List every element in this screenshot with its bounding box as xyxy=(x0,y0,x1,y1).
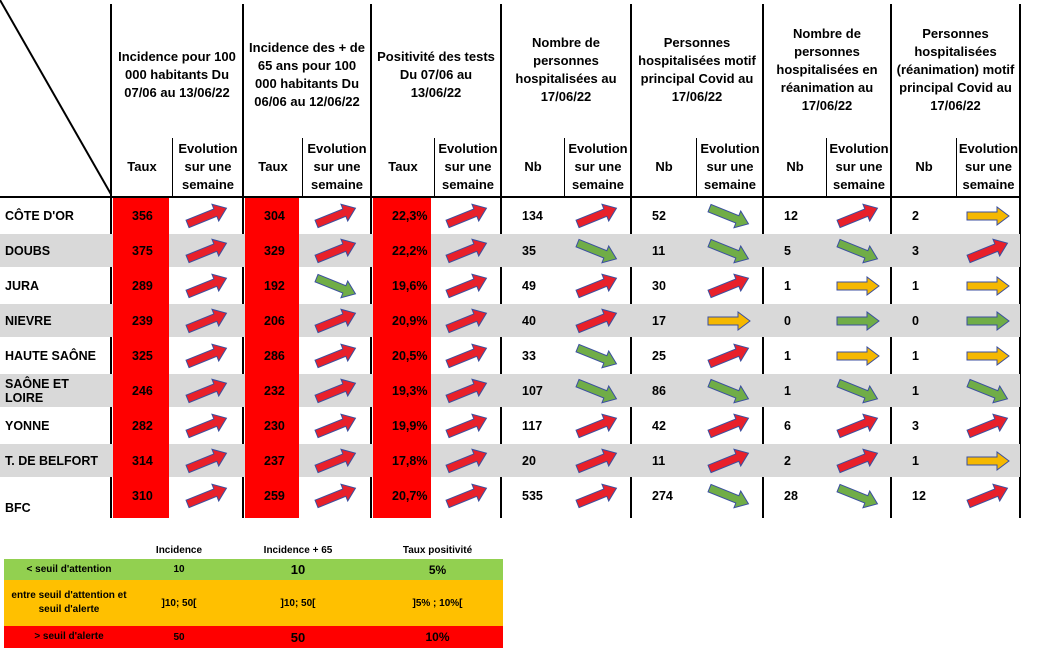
department-name: YONNE xyxy=(5,418,50,433)
arrow-up-icon xyxy=(309,237,363,265)
evolution-cell xyxy=(564,303,630,338)
arrow-right-icon xyxy=(961,342,1015,370)
evolution-cell xyxy=(434,338,500,373)
legend-value: 10 xyxy=(290,562,306,577)
arrow-right-icon xyxy=(831,307,885,335)
evolution-cell xyxy=(302,303,370,338)
arrow-down-icon xyxy=(831,377,885,405)
value-cell: 20 xyxy=(522,453,536,468)
arrow-up-icon xyxy=(180,202,234,230)
evolution-cell xyxy=(302,198,370,233)
value-cell: 12 xyxy=(784,208,798,223)
value-cell: 19,9% xyxy=(392,418,428,433)
value-cell: 304 xyxy=(264,208,285,223)
evolution-cell xyxy=(696,268,762,303)
subheader-value: Taux xyxy=(258,159,288,174)
evolution-cell xyxy=(564,408,630,443)
value-cell: 192 xyxy=(264,278,285,293)
arrow-up-icon xyxy=(309,307,363,335)
arrow-up-icon xyxy=(440,272,494,300)
arrow-down-icon xyxy=(831,237,885,265)
legend-label: entre seuil d'attention et seuil d'alerte xyxy=(11,590,127,615)
evolution-cell xyxy=(434,408,500,443)
department-name: HAUTE SAÔNE xyxy=(5,348,96,363)
evolution-cell xyxy=(696,373,762,408)
arrow-up-icon xyxy=(180,377,234,405)
evolution-cell xyxy=(826,268,890,303)
value-cell: 49 xyxy=(522,278,536,293)
value-cell: 11 xyxy=(652,243,666,258)
evolution-cell xyxy=(434,373,500,408)
value-cell: 17 xyxy=(652,313,666,328)
arrow-up-icon xyxy=(309,377,363,405)
column-header-5: Personnes hospitalisées motif principal Covid au 17/06/22 xyxy=(638,35,756,104)
arrow-up-icon xyxy=(309,202,363,230)
evolution-cell xyxy=(172,303,242,338)
evolution-cell xyxy=(956,478,1019,513)
evolution-cell xyxy=(302,268,370,303)
value-cell: 286 xyxy=(264,348,285,363)
subheader-evolution: Evolution sur une semaine xyxy=(172,138,243,196)
value-cell: 1 xyxy=(784,383,791,398)
evolution-cell xyxy=(434,198,500,233)
arrow-up-icon xyxy=(831,447,885,475)
subheader-evolution: Evolution sur une semaine xyxy=(564,138,631,196)
legend-value: ]5% ; 10%[ xyxy=(412,597,463,609)
arrow-down-icon xyxy=(831,482,885,510)
value-cell: 329 xyxy=(264,243,285,258)
legend-value: 50 xyxy=(173,631,185,643)
arrow-up-icon xyxy=(570,482,624,510)
evolution-cell xyxy=(564,373,630,408)
legend-value: 10 xyxy=(173,564,185,575)
arrow-up-icon xyxy=(570,412,624,440)
evolution-cell xyxy=(956,198,1019,233)
legend-label: > seuil d'alerte xyxy=(34,631,104,642)
value-cell: 375 xyxy=(132,243,153,258)
value-cell: 1 xyxy=(912,348,919,363)
arrow-down-icon xyxy=(702,237,756,265)
subheader-value: Nb xyxy=(786,159,804,174)
arrow-up-icon xyxy=(570,202,624,230)
arrow-up-icon xyxy=(440,307,494,335)
evolution-cell xyxy=(956,408,1019,443)
arrow-up-icon xyxy=(309,482,363,510)
value-cell: 289 xyxy=(132,278,153,293)
legend-value: 10% xyxy=(425,630,450,644)
arrow-down-icon xyxy=(702,202,756,230)
evolution-cell xyxy=(826,338,890,373)
arrow-up-icon xyxy=(702,342,756,370)
arrow-up-icon xyxy=(961,482,1015,510)
arrow-up-icon xyxy=(440,237,494,265)
value-cell: 17,8% xyxy=(392,453,428,468)
arrow-up-icon xyxy=(702,412,756,440)
column-header-1: Incidence pour 100 000 habitants Du 07/06 au 13/06/22 xyxy=(118,49,236,100)
evolution-cell xyxy=(826,443,890,478)
evolution-cell xyxy=(172,268,242,303)
subheader-evolution: Evolution sur une semaine xyxy=(826,138,891,196)
column-header-4: Nombre de personnes hospitalisées au 17/06/22 xyxy=(515,35,617,104)
arrow-up-icon xyxy=(440,342,494,370)
arrow-up-icon xyxy=(180,237,234,265)
subheader-value: Nb xyxy=(915,159,933,174)
arrow-up-icon xyxy=(180,482,234,510)
value-cell: 3 xyxy=(912,243,919,258)
evolution-cell xyxy=(696,478,762,513)
subheader-evolution: Evolution sur une semaine xyxy=(956,138,1020,196)
legend-value: 5% xyxy=(428,562,447,577)
evolution-cell xyxy=(826,303,890,338)
value-cell: 35 xyxy=(522,243,536,258)
legend-value: ]10; 50[ xyxy=(161,597,197,609)
value-cell: 86 xyxy=(652,383,666,398)
arrow-right-icon xyxy=(961,307,1015,335)
evolution-cell xyxy=(564,233,630,268)
evolution-cell xyxy=(826,373,890,408)
value-cell: 19,6% xyxy=(392,278,428,293)
evolution-cell xyxy=(564,338,630,373)
value-cell: 134 xyxy=(522,208,543,223)
department-name: NIEVRE xyxy=(5,313,52,328)
evolution-cell xyxy=(302,233,370,268)
arrow-up-icon xyxy=(961,412,1015,440)
evolution-cell xyxy=(826,408,890,443)
department-name: JURA xyxy=(5,278,40,293)
arrow-up-icon xyxy=(180,307,234,335)
arrow-right-icon xyxy=(702,307,756,335)
value-cell: 6 xyxy=(784,418,791,433)
evolution-cell xyxy=(696,198,762,233)
legend-value: ]10; 50[ xyxy=(280,597,316,609)
value-cell: 1 xyxy=(912,453,919,468)
value-cell: 20,7% xyxy=(392,488,428,503)
arrow-up-icon xyxy=(570,447,624,475)
value-cell: 19,3% xyxy=(392,383,428,398)
evolution-cell xyxy=(956,338,1019,373)
evolution-cell xyxy=(956,268,1019,303)
value-cell: 107 xyxy=(522,383,543,398)
legend-label: < seuil d'attention xyxy=(26,563,112,575)
value-cell: 314 xyxy=(132,453,153,468)
corner-diagonal xyxy=(0,0,112,196)
value-cell: 239 xyxy=(132,313,153,328)
arrow-down-icon xyxy=(702,377,756,405)
value-cell: 1 xyxy=(912,383,919,398)
value-cell: 230 xyxy=(264,418,285,433)
subheader-evolution: Evolution sur une semaine xyxy=(302,138,371,196)
arrow-right-icon xyxy=(831,272,885,300)
evolution-cell xyxy=(696,443,762,478)
value-cell: 246 xyxy=(132,383,153,398)
arrow-down-icon xyxy=(309,272,363,300)
column-header-2: Incidence des + de 65 ans pour 100 000 habitants Du 06/06 au 12/06/22 xyxy=(249,40,365,109)
arrow-up-icon xyxy=(440,482,494,510)
arrow-down-icon xyxy=(702,482,756,510)
value-cell: 11 xyxy=(652,453,666,468)
arrow-up-icon xyxy=(440,202,494,230)
department-name: CÔTE D'OR xyxy=(5,208,74,223)
evolution-cell xyxy=(564,478,630,513)
evolution-cell xyxy=(826,233,890,268)
value-cell: 310 xyxy=(132,488,153,503)
evolution-cell xyxy=(172,478,242,513)
evolution-cell xyxy=(434,303,500,338)
value-cell: 325 xyxy=(132,348,153,363)
arrow-up-icon xyxy=(309,342,363,370)
subheader-evolution: Evolution sur une semaine xyxy=(696,138,763,196)
value-cell: 237 xyxy=(264,453,285,468)
evolution-cell xyxy=(826,478,890,513)
evolution-cell xyxy=(172,233,242,268)
value-cell: 33 xyxy=(522,348,536,363)
evolution-cell xyxy=(696,233,762,268)
value-cell: 206 xyxy=(264,313,285,328)
arrow-down-icon xyxy=(570,377,624,405)
evolution-cell xyxy=(302,478,370,513)
value-cell: 20,9% xyxy=(392,313,428,328)
legend-header: Incidence + 65 xyxy=(263,544,333,556)
evolution-cell xyxy=(172,443,242,478)
subheader-value: Taux xyxy=(127,159,157,174)
evolution-cell xyxy=(302,408,370,443)
arrow-up-icon xyxy=(702,447,756,475)
evolution-cell xyxy=(172,408,242,443)
evolution-cell xyxy=(302,338,370,373)
value-cell: 356 xyxy=(132,208,153,223)
arrow-up-icon xyxy=(180,272,234,300)
evolution-cell xyxy=(434,478,500,513)
arrow-up-icon xyxy=(309,412,363,440)
evolution-cell xyxy=(956,303,1019,338)
evolution-cell xyxy=(696,408,762,443)
department-name: T. DE BELFORT xyxy=(5,453,99,468)
legend-header: Taux positivité xyxy=(402,544,473,556)
subheader-value: Taux xyxy=(388,159,418,174)
arrow-right-icon xyxy=(961,447,1015,475)
value-cell: 0 xyxy=(912,313,919,328)
value-cell: 28 xyxy=(784,488,798,503)
legend-value: 50 xyxy=(290,629,306,645)
arrow-up-icon xyxy=(831,202,885,230)
value-cell: 535 xyxy=(522,488,543,503)
evolution-cell xyxy=(956,373,1019,408)
subheader-evolution: Evolution sur une semaine xyxy=(434,138,501,196)
value-cell: 22,2% xyxy=(392,243,428,258)
value-cell: 20,5% xyxy=(392,348,428,363)
arrow-up-icon xyxy=(440,412,494,440)
evolution-cell xyxy=(302,373,370,408)
value-cell: 30 xyxy=(652,278,666,293)
arrow-up-icon xyxy=(180,412,234,440)
evolution-cell xyxy=(434,443,500,478)
arrow-right-icon xyxy=(961,202,1015,230)
arrow-down-icon xyxy=(570,237,624,265)
value-cell: 2 xyxy=(912,208,919,223)
evolution-cell xyxy=(302,443,370,478)
value-cell: 0 xyxy=(784,313,791,328)
department-name: DOUBS xyxy=(5,243,51,258)
arrow-up-icon xyxy=(961,237,1015,265)
arrow-up-icon xyxy=(440,377,494,405)
evolution-cell xyxy=(956,443,1019,478)
arrow-up-icon xyxy=(831,412,885,440)
legend-header: Incidence xyxy=(155,544,203,556)
value-cell: 25 xyxy=(652,348,666,363)
evolution-cell xyxy=(956,233,1019,268)
arrow-right-icon xyxy=(831,342,885,370)
value-cell: 1 xyxy=(784,278,791,293)
department-name: BFC xyxy=(5,500,31,515)
value-cell: 12 xyxy=(912,488,926,503)
subheader-value: Nb xyxy=(524,159,542,174)
value-cell: 282 xyxy=(132,418,153,433)
value-cell: 3 xyxy=(912,418,919,433)
evolution-cell xyxy=(696,338,762,373)
value-cell: 5 xyxy=(784,243,791,258)
arrow-up-icon xyxy=(180,447,234,475)
evolution-cell xyxy=(172,198,242,233)
value-cell: 2 xyxy=(784,453,791,468)
value-cell: 117 xyxy=(522,418,543,433)
value-cell: 259 xyxy=(264,488,285,503)
value-cell: 232 xyxy=(264,383,285,398)
arrow-up-icon xyxy=(309,447,363,475)
value-cell: 52 xyxy=(652,208,666,223)
value-cell: 42 xyxy=(652,418,666,433)
column-header-3: Positivité des tests Du 07/06 au 13/06/22 xyxy=(377,49,495,100)
value-cell: 40 xyxy=(522,313,536,328)
arrow-up-icon xyxy=(440,447,494,475)
subheader-value: Nb xyxy=(655,159,673,174)
value-cell: 274 xyxy=(652,488,673,503)
evolution-cell xyxy=(564,443,630,478)
evolution-cell xyxy=(434,233,500,268)
column-header-6: Nombre de personnes hospitalisées en réanimation au 17/06/22 xyxy=(776,26,878,113)
arrow-up-icon xyxy=(570,272,624,300)
evolution-cell xyxy=(564,198,630,233)
evolution-cell xyxy=(172,338,242,373)
column-header-7: Personnes hospitalisées (réanimation) motif principal Covid au 17/06/22 xyxy=(896,26,1015,113)
evolution-cell xyxy=(434,268,500,303)
arrow-down-icon xyxy=(570,342,624,370)
arrow-up-icon xyxy=(702,272,756,300)
department-name: SAÔNE ET LOIRE xyxy=(5,376,69,405)
evolution-cell xyxy=(172,373,242,408)
arrow-down-icon xyxy=(961,377,1015,405)
arrow-up-icon xyxy=(570,307,624,335)
arrow-right-icon xyxy=(961,272,1015,300)
arrow-up-icon xyxy=(180,342,234,370)
value-cell: 22,3% xyxy=(392,208,428,223)
value-cell: 1 xyxy=(912,278,919,293)
evolution-cell xyxy=(564,268,630,303)
value-cell: 1 xyxy=(784,348,791,363)
evolution-cell xyxy=(696,303,762,338)
evolution-cell xyxy=(826,198,890,233)
